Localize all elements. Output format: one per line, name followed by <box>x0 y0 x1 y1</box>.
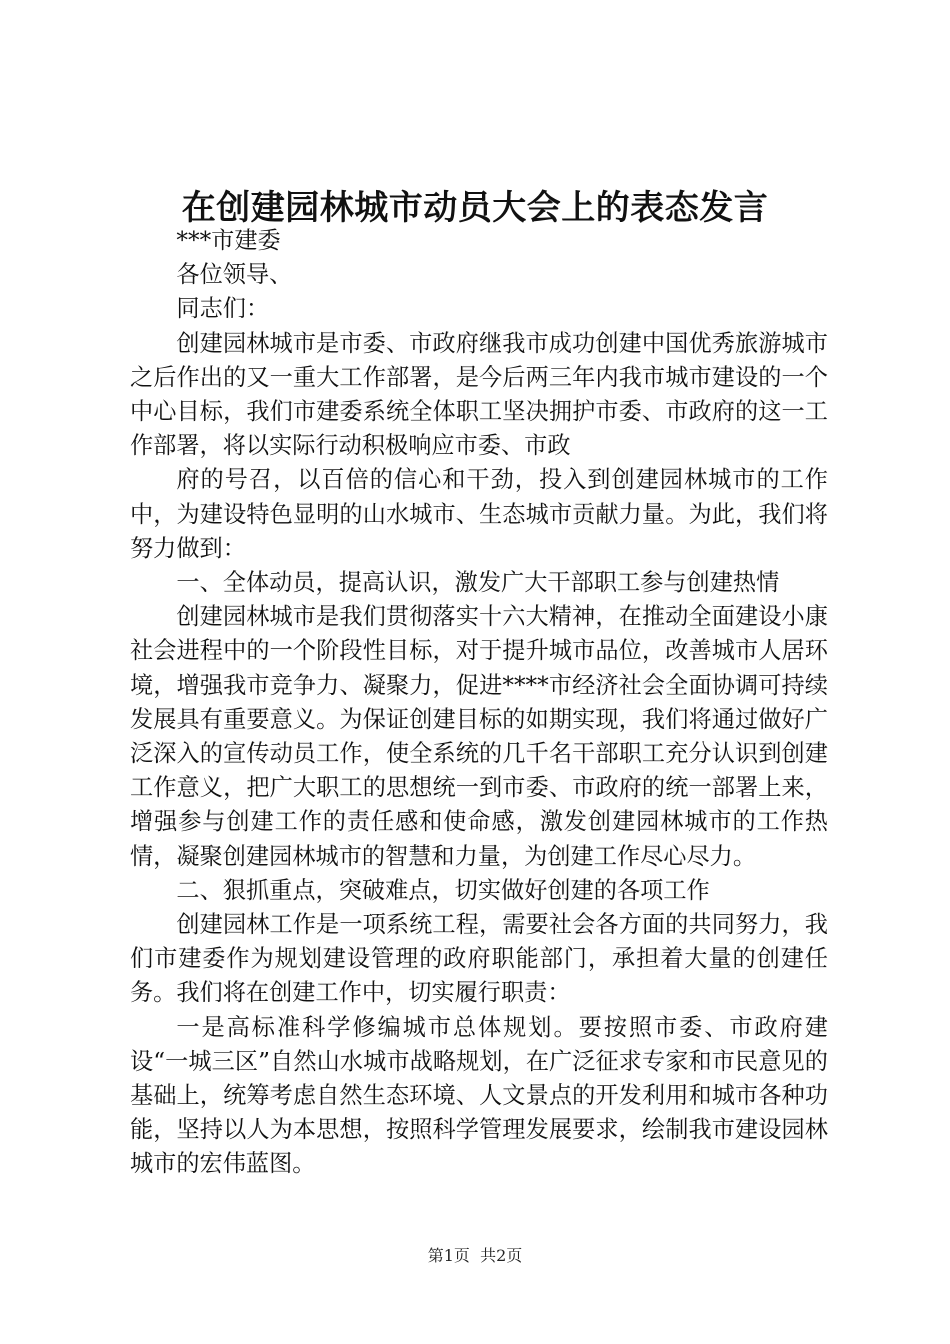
document-body <box>130 224 828 1182</box>
body-paragraph: 创建园林工作是一项系统工程，需要社会各方面的共同努力，我们市建委作为规划建设管理的政府职能部门，承担着大量的创建任务。我们将在创建工作中，切实履行职责： <box>130 911 828 1007</box>
body-paragraph: 创建园林城市是市委、市政府继我市成功创建中国优秀旅游城市之后作出的又一重大工作部署，是今后两三年内我市城市建设的一个中心目标，我们市建委系统全体职工坚决拥护市委、市政府的这一工作部署，将以实际行动积极响应市委、市政 <box>130 329 828 460</box>
body-paragraph: 府的号召，以百倍的信心和干劲，投入到创建园林城市的工作中，为建设特色显明的山水城市、生态城市贡献力量。为此，我们将努力做到： <box>130 466 828 562</box>
author-line: ***市建委 <box>176 227 281 254</box>
body-paragraph: 一是高标准科学修编城市总体规划。要按照市委、市政府建设“一城三区”自然山水城市战略规划，在广泛征求专家和市民意见的基础上，统筹考虑自然生态环境、人文景点的开发利用和城市各种功能，坚持以人为本思想，按照科学管理发展要求，绘制我市建设园林城市的宏伟蓝图。 <box>130 1013 828 1178</box>
section-heading: 二、狠抓重点，突破难点，切实做好创建的各项工作 <box>176 876 710 904</box>
section-heading: 一、全体动员，提高认识，激发广大干部职工参与创建热情 <box>176 569 780 597</box>
salutation-line-2: 同志们： <box>176 295 270 323</box>
body-paragraph: 创建园林城市是我们贯彻落实十六大精神，在推动全面建设小康社会进程中的一个阶段性目标，对于提升城市品位，改善城市人居环境，增强我市竞争力、凝聚力，促进****市经济社会全面协调可持续发展具有重要意义。为保证创建目标的如期实现，我们将通过做好广泛深入的宣传动员工作，使全系统的几千名干部职工充分认识到创建工作意义，把广大职工的思想统一到市委、市政府的统一部署上来，增强参与创建工作的责任感和使命感，激发创建园林城市的工作热情，凝聚创建园林城市的智慧和力量，为创建工作尽心尽力。 <box>130 603 828 870</box>
salutation-line-1: 各位领导、 <box>176 261 293 289</box>
document-title: 在创建园林城市动员大会上的表态发言 <box>181 188 769 228</box>
page-footer <box>0 1244 950 1268</box>
page-indicator: 第1页 共2页 <box>427 1246 523 1265</box>
